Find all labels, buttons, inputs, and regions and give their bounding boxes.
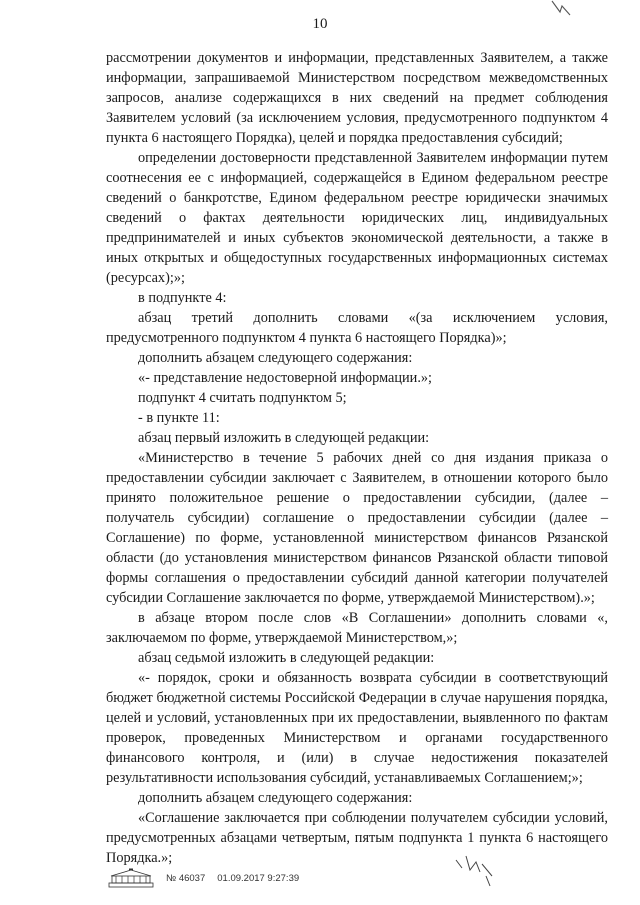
paragraph: «Министерство в течение 5 рабочих дней со дня издания приказа о предоставлении субсидии заключает с Заявителем, в отношении которого было принято положительное решение о предоставлении субсидии, (далее – получатель субсидии) соглашение о предоставлении субсидии (далее – Соглашение) по форме, установленной министерством финансов Рязанской области (до установления министерством финансов Рязанской области типовой формы соглашения о предоставлении субсидий данной категории получателей субсидии Соглашение заключается по форме, утверждаемой Министерством).»; [106,450,608,606]
paragraph: подпункт 4 считать подпунктом 5; [138,390,347,406]
paragraph: абзац первый изложить в следующей редакции: [138,430,430,446]
paragraph: абзац третий дополнить словами «(за исключением условия, предусмотренного подпунктом 4 пункта 6 настоящего Порядка)»; [106,310,608,346]
government-building-logo-icon [108,868,154,888]
document-body [106,48,608,868]
paragraph: дополнить абзацем следующего содержания: [138,350,413,366]
document-footer [108,868,299,888]
paragraph: - в пункте 11: [138,410,220,426]
paragraph: «- порядок, сроки и обязанность возврата субсидии в соответствующий бюджет бюджетной системы Российской Федерации в случае нарушения порядка, целей и условий, установленных при их предоставлении, выявленного по фактам проверок, проведенных Министерством и органами государственного финансового контроля, и (или) в случае недостижения показателей результативности использования субсидий, устанавливаемых Соглашением;»; [106,670,608,786]
scan-artifact-mark [550,0,572,16]
paragraph: определении достоверности представленной Заявителем информации путем соотнесения ее с информацией, содержащейся в Едином федеральном реестре сведений о банкротстве, Едином федеральном реестре юридически значимых сведений о фактах деятельности юридических лиц, индивидуальных предпринимателей и иных субъектов экономической деятельности, а также в иных открытых и общедоступных государственных информационных системах (ресурсах);»; [106,150,608,286]
document-number: № 46037 [166,872,206,884]
paragraph: абзац седьмой изложить в следующей редакции: [138,650,435,666]
paragraph: рассмотрении документов и информации, представленных Заявителем, а также информации, запрашиваемой Министерством посредством межведомственных запросов, анализе содержащихся в них сведений на предмет соблюдения Заявителем условий (за исключением условия, предусмотренного подпунктом 4 пункта 6 настоящего Порядка), целей и порядка предоставления субсидий; [106,50,608,146]
paragraph: в подпункте 4: [138,290,227,306]
page-number: 10 [312,16,328,32]
document-timestamp: 01.09.2017 9:27:39 [217,872,300,884]
paragraph: «Соглашение заключается при соблюдении получателем субсидии условий, предусмотренных абзацами четвертым, пятым подпункта 1 пункта 6 настоящего Порядка.»; [106,810,608,866]
signature-mark [452,846,498,890]
paragraph: в абзаце втором после слов «В Соглашении» дополнить словами «, заключаемом по форме, утверждаемой Министерством,»; [106,610,608,646]
paragraph: дополнить абзацем следующего содержания: [138,790,413,806]
paragraph: «- представление недостоверной информации.»; [138,370,433,386]
